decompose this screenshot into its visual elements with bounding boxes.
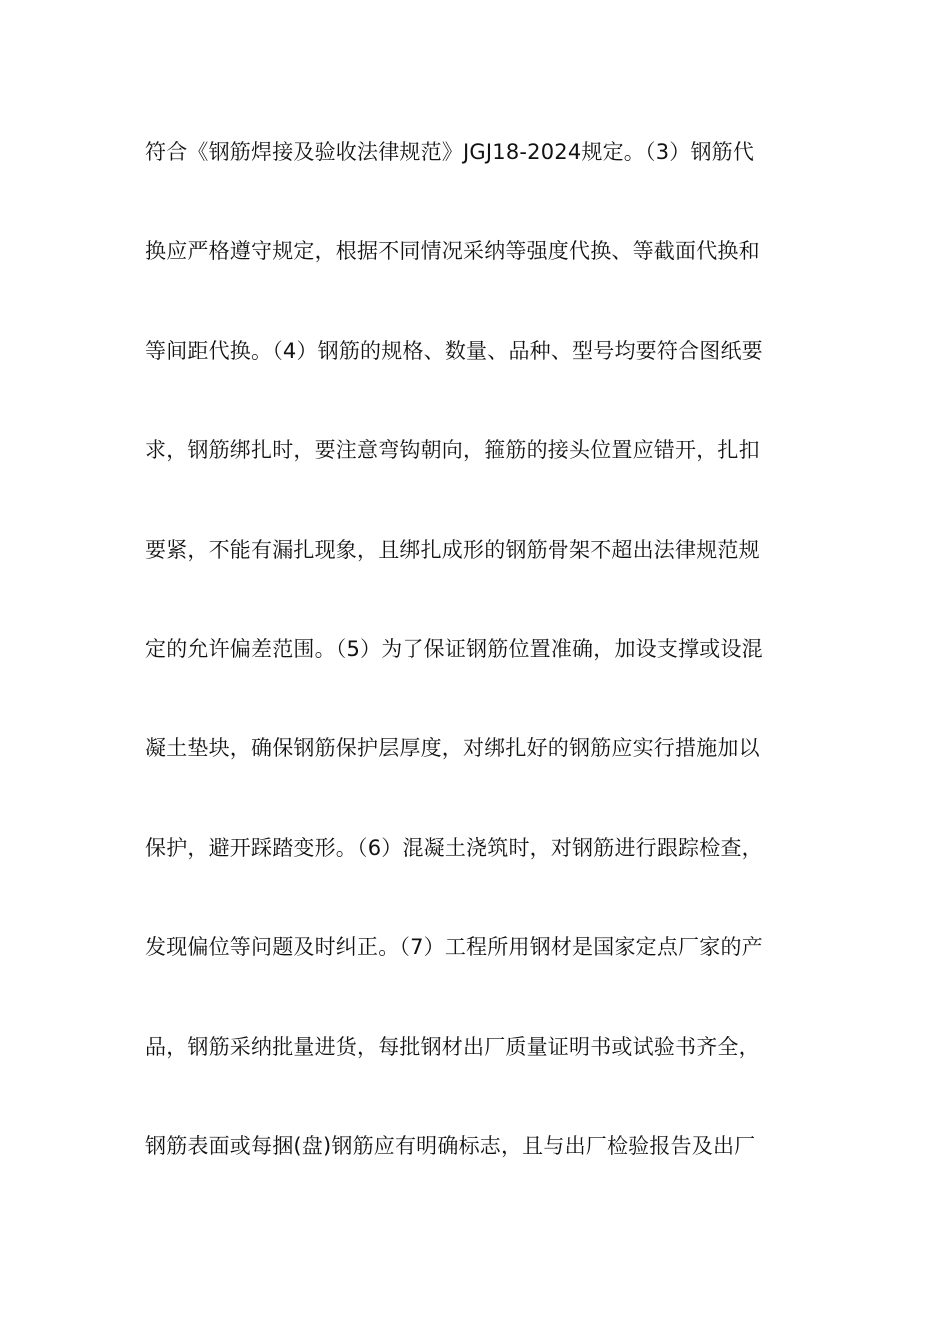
text-line: 符合《钢筋焊接及验收法律规范》JGJ18-2024规定。（3）钢筋代	[145, 140, 755, 164]
text-line: 等间距代换。（4）钢筋的规格、数量、品种、型号均要符合图纸要	[145, 339, 763, 363]
text-line: 换应严格遵守规定，根据不同情况采纳等强度代换、等截面代换和	[145, 239, 760, 263]
text-line: 要紧，不能有漏扎现象，且绑扎成形的钢筋骨架不超出法律规范规	[145, 538, 760, 562]
text-line: 求，钢筋绑扎时，要注意弯钩朝向，箍筋的接头位置应错开，扎扣	[145, 438, 760, 462]
text-line: 品，钢筋采纳批量进货，每批钢材出厂质量证明书或试验书齐全，	[145, 1035, 760, 1059]
text-line: 钢筋表面或每捆(盘)钢筋应有明确标志，且与出厂检验报告及出厂	[145, 1134, 756, 1158]
text-line: 发现偏位等问题及时纠正。（7）工程所用钢材是国家定点厂家的产	[145, 935, 763, 959]
text-line: 保护，避开踩踏变形。（6）混凝土浇筑时，对钢筋进行跟踪检查，	[145, 836, 763, 860]
text-line: 定的允许偏差范围。（5）为了保证钢筋位置准确，加设支撑或设混	[145, 637, 763, 661]
text-line: 凝土垫块，确保钢筋保护层厚度，对绑扎好的钢筋应实行措施加以	[145, 736, 760, 760]
